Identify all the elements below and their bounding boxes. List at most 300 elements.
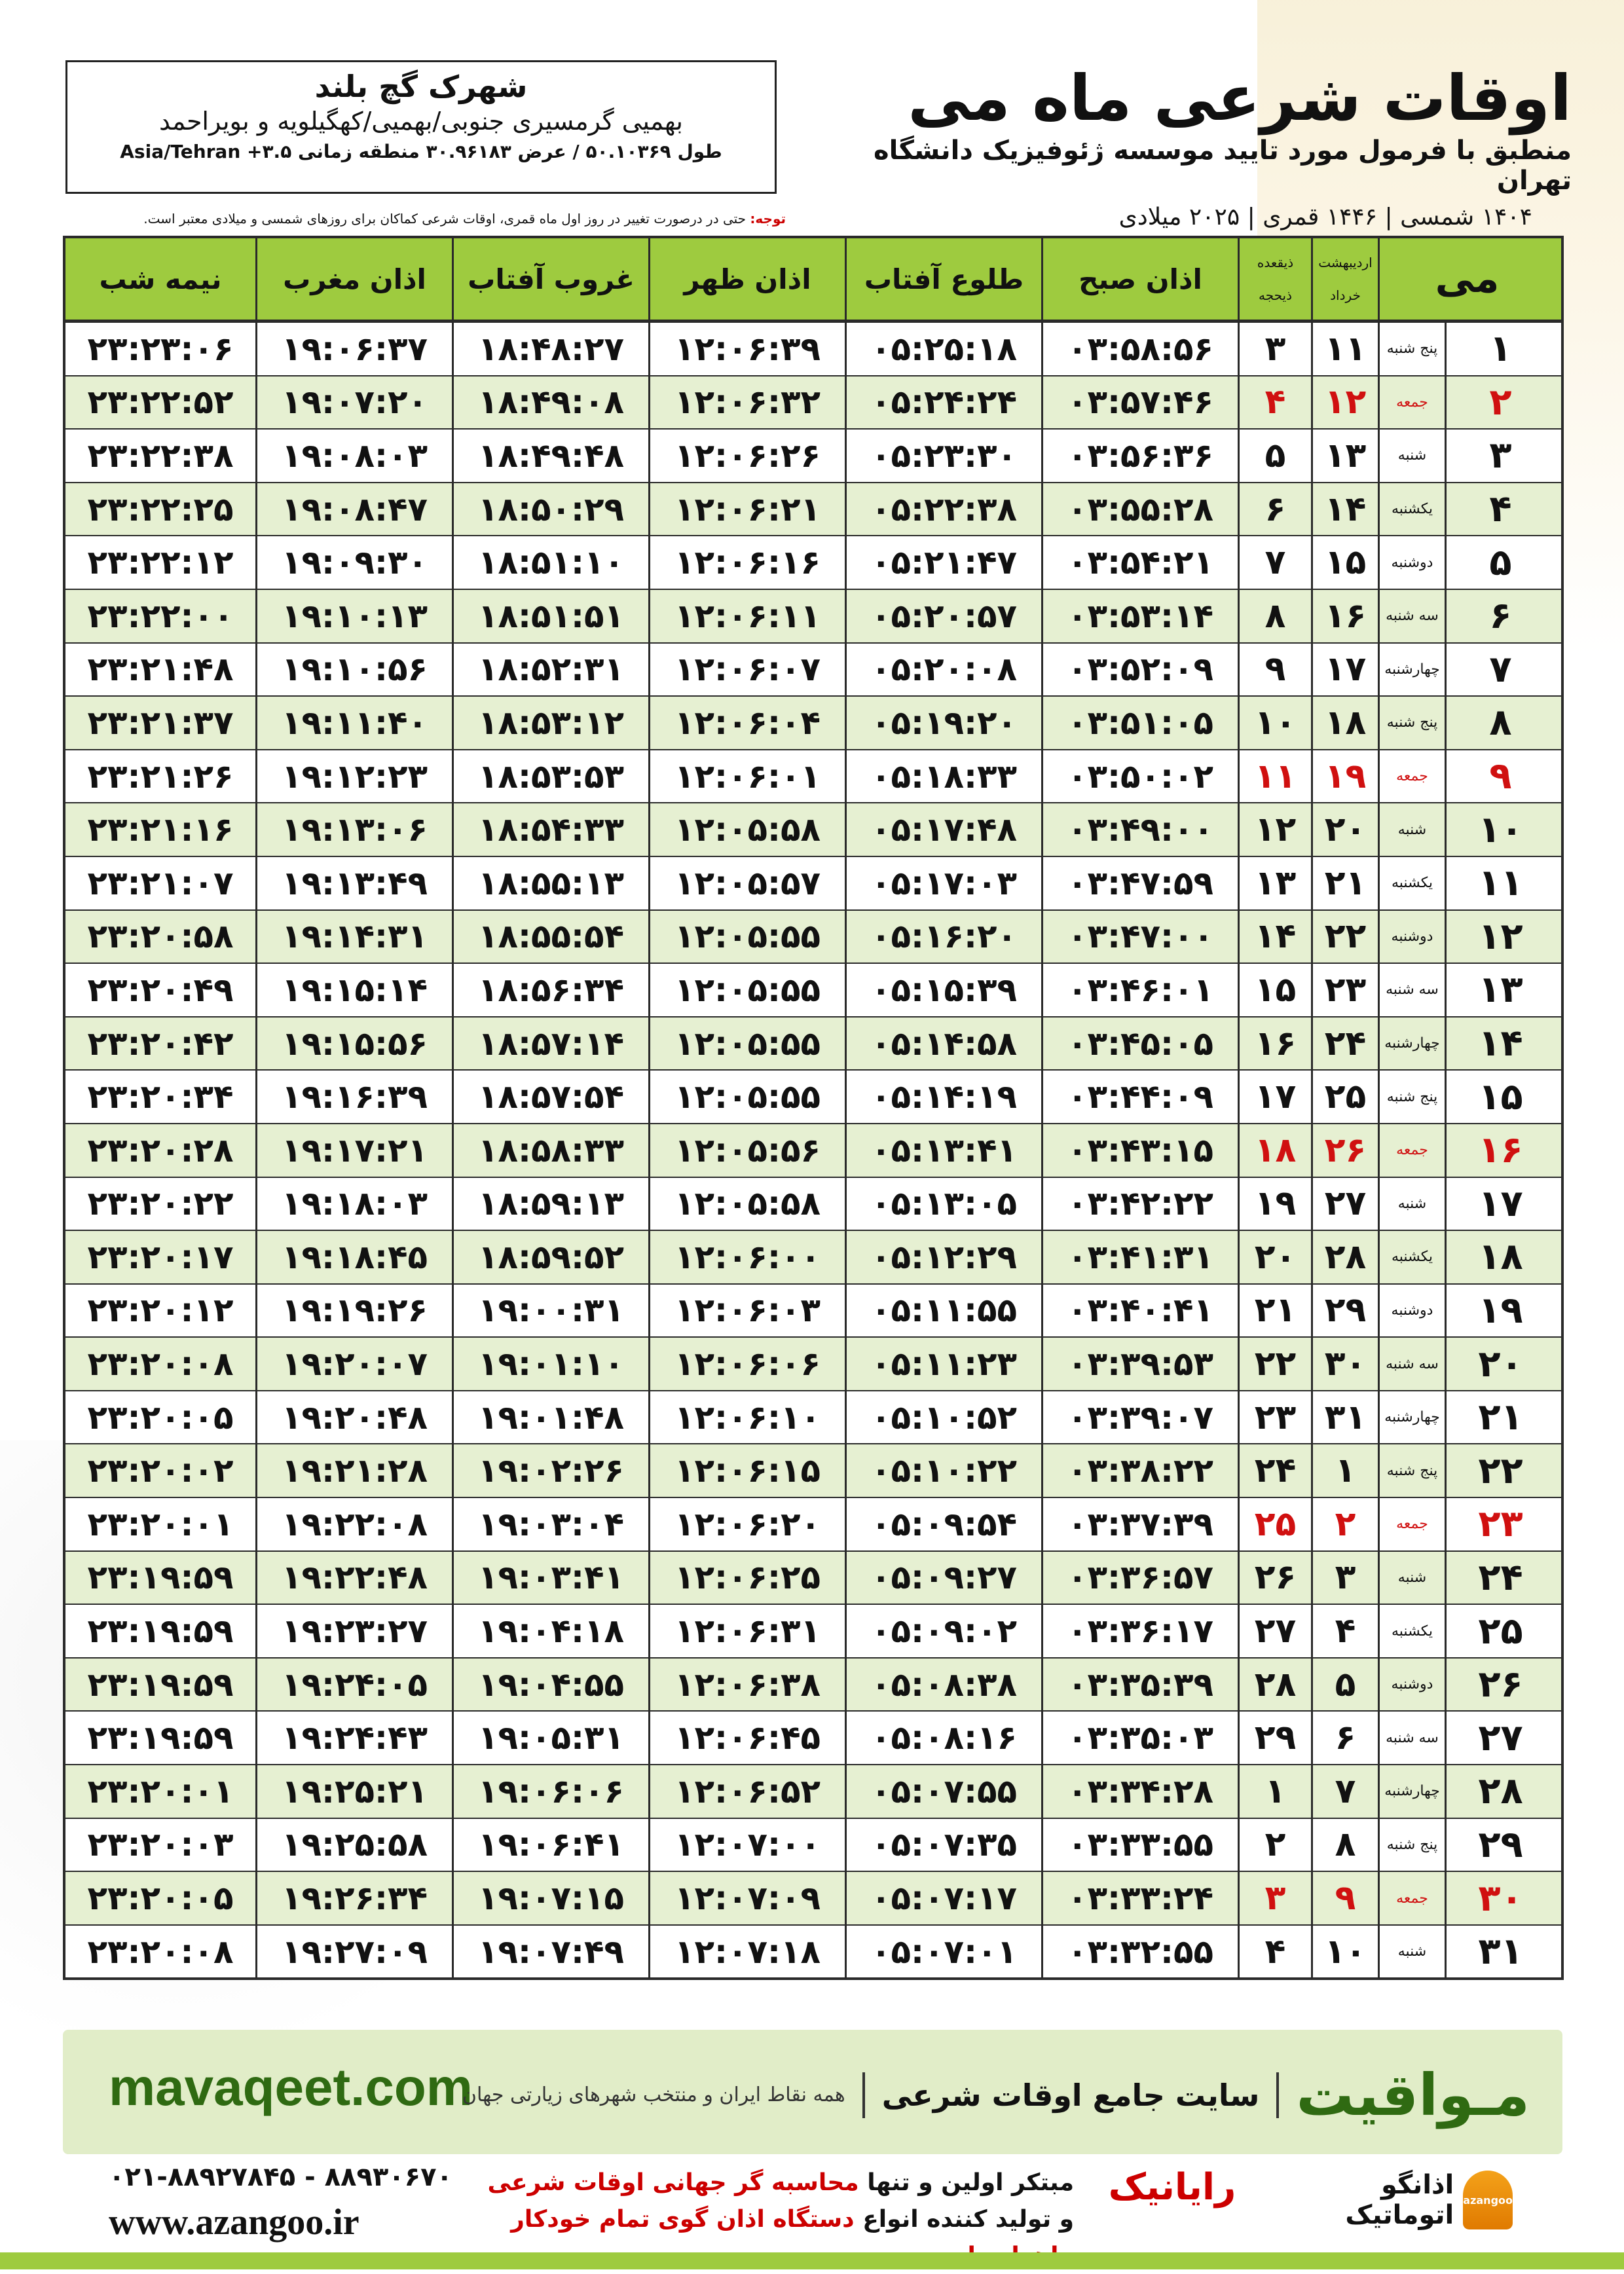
cell-hijri: ۲۴ <box>1238 1444 1311 1497</box>
cell-shamsi: ۶ <box>1311 1712 1378 1764</box>
cell-nimeshab: ۲۳:۲۲:۵۲ <box>87 383 234 422</box>
cell-ghorub: ۱۹:۰۰:۳۱ <box>452 1285 648 1337</box>
cell-hijri: ۲۳ <box>1238 1391 1311 1444</box>
cell-hijri: ۳ <box>1238 323 1311 375</box>
cell-weekday: پنج شنبه <box>1378 1071 1445 1123</box>
cell-maghreb: ۱۹:۱۳:۴۹ <box>255 857 452 909</box>
cell-maghreb: ۱۹:۲۲:۴۸ <box>255 1552 452 1604</box>
cell-shamsi: ۸ <box>1311 1819 1378 1871</box>
cell-shamsi: ۱۳ <box>1311 430 1378 482</box>
cell-nimeshab: ۲۳:۲۰:۰۵ <box>87 1879 234 1918</box>
table-row <box>65 1336 1561 1390</box>
cell-weekday: شنبه <box>1378 1178 1445 1230</box>
phone-numbers: ۰۲۱-۸۸۹۲۷۸۴۵ - ۸۸۹۳۰۶۷۰ <box>109 2162 452 2192</box>
cell-day: ۱۷ <box>1445 1178 1555 1230</box>
cell-day: ۱۰ <box>1445 803 1555 856</box>
cell-hijri: ۱۵ <box>1238 964 1311 1016</box>
cell-day: ۱۹ <box>1445 1285 1555 1337</box>
cell-shamsi: ۲۱ <box>1311 857 1378 909</box>
cell-weekday: دوشنبه <box>1378 536 1445 589</box>
cell-weekday: چهارشنبه <box>1378 1018 1445 1070</box>
table-row <box>65 1550 1561 1604</box>
year-line: ۱۴۰۴ شمسی | ۱۴۴۶ قمری | ۲۰۲۵ میلادی <box>1118 203 1532 230</box>
cell-nimeshab: ۲۳:۲۰:۳۴ <box>87 1078 234 1116</box>
cell-weekday: یکشنبه <box>1378 1605 1445 1657</box>
cell-weekday: چهارشنبه <box>1378 1391 1445 1444</box>
cell-weekday: شنبه <box>1378 1926 1445 1978</box>
cell-sobh: ۰۳:۴۲:۲۲ <box>1041 1178 1238 1230</box>
cell-day: ۲۴ <box>1445 1552 1555 1604</box>
cell-ghorub: ۱۸:۵۷:۵۴ <box>452 1071 648 1123</box>
cell-maghreb: ۱۹:۲۵:۵۸ <box>255 1819 452 1871</box>
cell-hijri: ۲ <box>1238 1819 1311 1871</box>
cell-nimeshab: ۲۳:۲۱:۱۶ <box>87 811 234 849</box>
cell-zohr: ۱۲:۰۶:۰۴ <box>648 697 845 749</box>
cell-zohr: ۱۲:۰۵:۵۶ <box>648 1124 845 1177</box>
cell-sobh: ۰۳:۳۷:۳۹ <box>1041 1498 1238 1550</box>
cell-maghreb: ۱۹:۲۶:۳۴ <box>255 1872 452 1924</box>
cell-hijri: ۱۸ <box>1238 1124 1311 1177</box>
cell-hijri: ۱۱ <box>1238 750 1311 803</box>
cell-sobh: ۰۳:۴۰:۴۱ <box>1041 1285 1238 1337</box>
cell-day: ۲۷ <box>1445 1712 1555 1764</box>
cell-day: ۲ <box>1445 376 1555 429</box>
cell-shamsi: ۹ <box>1311 1872 1378 1924</box>
banner-branding <box>462 2061 1530 2129</box>
cell-ghorub: ۱۸:۵۳:۵۳ <box>452 750 648 803</box>
table-body <box>65 321 1561 1977</box>
cell-zohr: ۱۲:۰۶:۲۵ <box>648 1552 845 1604</box>
cell-nimeshab: ۲۳:۲۲:۲۵ <box>87 490 234 528</box>
cell-maghreb: ۱۹:۱۸:۴۵ <box>255 1231 452 1283</box>
location-coords: طول ۵۰.۱۰۳۶۹ / عرض ۳۰.۹۶۱۸۳ منطقه زمانی Asia/Tehran +۳.۵ <box>120 141 722 162</box>
cell-weekday: پنج شنبه <box>1378 323 1445 375</box>
cell-shamsi: ۱۹ <box>1311 750 1378 803</box>
cell-shamsi: ۱۱ <box>1311 323 1378 375</box>
cell-zohr: ۱۲:۰۶:۰۷ <box>648 644 845 696</box>
cell-maghreb: ۱۹:۲۰:۴۸ <box>255 1391 452 1444</box>
cell-hijri: ۲۷ <box>1238 1605 1311 1657</box>
cell-day: ۲۸ <box>1445 1765 1555 1818</box>
ad-line-2-highlight: دستگاه اذان گوی تمام خودکار <box>511 2205 855 2233</box>
location-box <box>65 60 777 194</box>
cell-shamsi: ۵ <box>1311 1659 1378 1711</box>
cell-sobh: ۰۳:۵۰:۰۲ <box>1041 750 1238 803</box>
cell-weekday: شنبه <box>1378 1552 1445 1604</box>
table-row <box>65 695 1561 749</box>
cell-zohr: ۱۲:۰۷:۱۸ <box>648 1926 845 1978</box>
cell-weekday: یکشنبه <box>1378 857 1445 909</box>
ad-line-1-highlight: محاسبه گر جهانی اوقات شرعی <box>487 2169 859 2196</box>
notice <box>59 211 786 227</box>
table-row <box>65 1443 1561 1497</box>
location-region: بهمیی گرمسیری جنوبی/بهمیی/کهگیلویه و بویراحمد <box>159 107 683 136</box>
cell-ghorub: ۱۸:۵۴:۳۳ <box>452 803 648 856</box>
page-subtitle: منطبق با فرمول مورد تایید موسسه ژئوفیزیک دانشگاه تهران <box>874 135 1572 196</box>
cell-day: ۹ <box>1445 750 1555 803</box>
cell-day: ۱۶ <box>1445 1124 1555 1177</box>
cell-sobh: ۰۳:۴۵:۰۵ <box>1041 1018 1238 1070</box>
cell-sobh: ۰۳:۳۴:۲۸ <box>1041 1765 1238 1818</box>
cell-nimeshab: ۲۳:۲۰:۲۸ <box>87 1131 234 1169</box>
cell-maghreb: ۱۹:۱۴:۳۱ <box>255 911 452 963</box>
cell-shamsi: ۲ <box>1311 1498 1378 1550</box>
cell-maghreb: ۱۹:۲۷:۰۹ <box>255 1926 452 1978</box>
cell-shamsi: ۲۸ <box>1311 1231 1378 1283</box>
cell-weekday: جمعه <box>1378 376 1445 429</box>
cell-hijri: ۸ <box>1238 590 1311 642</box>
table-row <box>65 856 1561 909</box>
cell-day: ۱۲ <box>1445 911 1555 963</box>
table-row <box>65 589 1561 642</box>
cell-maghreb: ۱۹:۲۳:۲۷ <box>255 1605 452 1657</box>
cell-zohr: ۱۲:۰۵:۵۸ <box>648 803 845 856</box>
cell-nimeshab: ۲۳:۲۰:۱۲ <box>87 1291 234 1330</box>
cell-day: ۲۱ <box>1445 1391 1555 1444</box>
cell-maghreb: ۱۹:۰۶:۳۷ <box>255 323 452 375</box>
cell-zohr: ۱۲:۰۶:۴۵ <box>648 1712 845 1764</box>
cell-maghreb: ۱۹:۱۰:۵۶ <box>255 644 452 696</box>
header-hijri-bottom: ذیحجه <box>1258 287 1292 303</box>
cell-weekday: پنج شنبه <box>1378 697 1445 749</box>
cell-nimeshab: ۲۳:۲۰:۰۵ <box>87 1398 234 1437</box>
cell-maghreb: ۱۹:۲۲:۰۸ <box>255 1498 452 1550</box>
divider <box>1276 2072 1279 2118</box>
cell-ghorub: ۱۸:۴۸:۲۷ <box>452 323 648 375</box>
cell-maghreb: ۱۹:۱۱:۴۰ <box>255 697 452 749</box>
cell-ghorub: ۱۹:۰۷:۱۵ <box>452 1872 648 1924</box>
cell-nimeshab: ۲۳:۲۰:۵۸ <box>87 917 234 956</box>
cell-ghorub: ۱۸:۵۲:۳۱ <box>452 644 648 696</box>
cell-day: ۶ <box>1445 590 1555 642</box>
cell-sobh: ۰۳:۴۷:۰۰ <box>1041 911 1238 963</box>
cell-tolu: ۰۵:۲۰:۵۷ <box>845 590 1041 642</box>
cell-shamsi: ۷ <box>1311 1765 1378 1818</box>
cell-sobh: ۰۳:۵۷:۴۶ <box>1041 376 1238 429</box>
ad-line-2-text: و تولید کننده انواع <box>862 2205 1074 2233</box>
cell-sobh: ۰۳:۴۱:۳۱ <box>1041 1231 1238 1283</box>
cell-tolu: ۰۵:۰۹:۰۲ <box>845 1605 1041 1657</box>
cell-ghorub: ۱۸:۵۳:۱۲ <box>452 697 648 749</box>
cell-maghreb: ۱۹:۱۰:۱۳ <box>255 590 452 642</box>
cell-tolu: ۰۵:۰۹:۵۴ <box>845 1498 1041 1550</box>
cell-day: ۸ <box>1445 697 1555 749</box>
cell-weekday: سه شنبه <box>1378 590 1445 642</box>
cell-tolu: ۰۵:۱۶:۲۰ <box>845 911 1041 963</box>
divider <box>862 2072 865 2118</box>
cell-day: ۱ <box>1445 323 1555 375</box>
cell-maghreb: ۱۹:۲۵:۲۱ <box>255 1765 452 1818</box>
cell-shamsi: ۴ <box>1311 1605 1378 1657</box>
cell-hijri: ۳ <box>1238 1872 1311 1924</box>
cell-sobh: ۰۳:۳۵:۰۳ <box>1041 1712 1238 1764</box>
header-maghreb: اذان مغرب <box>255 238 452 320</box>
cell-sobh: ۰۳:۵۵:۲۸ <box>1041 483 1238 536</box>
azangoo-mark-icon <box>1463 2171 1513 2229</box>
cell-tolu: ۰۵:۲۱:۴۷ <box>845 536 1041 589</box>
cell-sobh: ۰۳:۵۳:۱۴ <box>1041 590 1238 642</box>
cell-zohr: ۱۲:۰۶:۵۲ <box>648 1765 845 1818</box>
cell-sobh: ۰۳:۵۶:۳۶ <box>1041 430 1238 482</box>
cell-hijri: ۹ <box>1238 644 1311 696</box>
cell-zohr: ۱۲:۰۶:۱۰ <box>648 1391 845 1444</box>
cell-shamsi: ۱۷ <box>1311 644 1378 696</box>
cell-hijri: ۴ <box>1238 376 1311 429</box>
cell-sobh: ۰۳:۴۶:۰۱ <box>1041 964 1238 1016</box>
cell-weekday: جمعه <box>1378 1124 1445 1177</box>
cell-ghorub: ۱۹:۰۴:۵۵ <box>452 1659 648 1711</box>
cell-ghorub: ۱۹:۰۳:۰۴ <box>452 1498 648 1550</box>
cell-ghorub: ۱۸:۵۹:۱۳ <box>452 1178 648 1230</box>
azangoo-website[interactable]: www.azangoo.ir <box>109 2202 360 2243</box>
cell-hijri: ۴ <box>1238 1926 1311 1978</box>
table-header <box>65 238 1561 321</box>
cell-day: ۱۸ <box>1445 1231 1555 1283</box>
cell-maghreb: ۱۹:۰۸:۴۷ <box>255 483 452 536</box>
cell-shamsi: ۲۵ <box>1311 1071 1378 1123</box>
slogan-main: سایت جامع اوقات شرعی <box>881 2077 1260 2113</box>
cell-sobh: ۰۳:۳۳:۵۵ <box>1041 1819 1238 1871</box>
cell-nimeshab: ۲۳:۲۰:۰۸ <box>87 1345 234 1384</box>
cell-maghreb: ۱۹:۲۴:۰۵ <box>255 1659 452 1711</box>
cell-maghreb: ۱۹:۰۷:۲۰ <box>255 376 452 429</box>
cell-tolu: ۰۵:۲۴:۲۴ <box>845 376 1041 429</box>
cell-zohr: ۱۲:۰۶:۳۲ <box>648 376 845 429</box>
cell-day: ۴ <box>1445 483 1555 536</box>
cell-sobh: ۰۳:۵۸:۵۶ <box>1041 323 1238 375</box>
table-row <box>65 1604 1561 1657</box>
cell-weekday: شنبه <box>1378 430 1445 482</box>
table-row <box>65 1230 1561 1283</box>
cell-ghorub: ۱۸:۵۰:۲۹ <box>452 483 648 536</box>
cell-nimeshab: ۲۳:۲۳:۰۶ <box>87 329 234 368</box>
notice-label: توجه: <box>750 211 786 227</box>
cell-day: ۲۳ <box>1445 1498 1555 1550</box>
cell-tolu: ۰۵:۱۴:۱۹ <box>845 1071 1041 1123</box>
cell-maghreb: ۱۹:۱۳:۰۶ <box>255 803 452 856</box>
cell-shamsi: ۱۶ <box>1311 590 1378 642</box>
cell-shamsi: ۳ <box>1311 1552 1378 1604</box>
ad-line-1-text: مبتکر اولین و تنها <box>867 2169 1074 2196</box>
cell-shamsi: ۲۲ <box>1311 911 1378 963</box>
table-row <box>65 535 1561 589</box>
cell-weekday: چهارشنبه <box>1378 1765 1445 1818</box>
cell-tolu: ۰۵:۲۵:۱۸ <box>845 323 1041 375</box>
header-shamsi-top: اردیبهشت <box>1318 255 1373 270</box>
cell-nimeshab: ۲۳:۱۹:۵۹ <box>87 1719 234 1757</box>
cell-sobh: ۰۳:۳۵:۳۹ <box>1041 1659 1238 1711</box>
azangoo-logo <box>1277 2161 1513 2239</box>
cell-weekday: سه شنبه <box>1378 964 1445 1016</box>
cell-hijri: ۷ <box>1238 536 1311 589</box>
cell-tolu: ۰۵:۲۳:۳۰ <box>845 430 1041 482</box>
header-shamsi <box>1311 238 1378 320</box>
header-hijri <box>1238 238 1311 320</box>
header-hijri-top: ذیقعده <box>1257 255 1294 270</box>
table-row <box>65 428 1561 482</box>
cell-hijri: ۲۸ <box>1238 1659 1311 1711</box>
cell-nimeshab: ۲۳:۲۰:۰۲ <box>87 1452 234 1490</box>
cell-hijri: ۲۶ <box>1238 1552 1311 1604</box>
table-row <box>65 1818 1561 1871</box>
cell-tolu: ۰۵:۱۰:۵۲ <box>845 1391 1041 1444</box>
cell-tolu: ۰۵:۱۴:۵۸ <box>845 1018 1041 1070</box>
cell-hijri: ۱ <box>1238 1765 1311 1818</box>
cell-tolu: ۰۵:۰۹:۲۷ <box>845 1552 1041 1604</box>
cell-weekday: یکشنبه <box>1378 483 1445 536</box>
cell-hijri: ۱۲ <box>1238 803 1311 856</box>
cell-ghorub: ۱۸:۵۱:۵۱ <box>452 590 648 642</box>
cell-sobh: ۰۳:۳۶:۵۷ <box>1041 1552 1238 1604</box>
cell-nimeshab: ۲۳:۲۰:۲۲ <box>87 1184 234 1223</box>
cell-zohr: ۱۲:۰۶:۱۱ <box>648 590 845 642</box>
cell-tolu: ۰۵:۲۰:۰۸ <box>845 644 1041 696</box>
cell-tolu: ۰۵:۱۰:۲۲ <box>845 1444 1041 1497</box>
cell-maghreb: ۱۹:۰۹:۳۰ <box>255 536 452 589</box>
cell-shamsi: ۱۵ <box>1311 536 1378 589</box>
cell-sobh: ۰۳:۴۴:۰۹ <box>1041 1071 1238 1123</box>
cell-day: ۱۳ <box>1445 964 1555 1016</box>
cell-weekday: جمعه <box>1378 750 1445 803</box>
table-row <box>65 909 1561 963</box>
cell-shamsi: ۱ <box>1311 1444 1378 1497</box>
cell-zohr: ۱۲:۰۶:۲۶ <box>648 430 845 482</box>
cell-ghorub: ۱۸:۵۸:۳۳ <box>452 1124 648 1177</box>
table-row <box>65 1390 1561 1444</box>
cell-shamsi: ۱۰ <box>1311 1926 1378 1978</box>
cell-ghorub: ۱۹:۰۶:۴۱ <box>452 1819 648 1871</box>
cell-sobh: ۰۳:۴۳:۱۵ <box>1041 1124 1238 1177</box>
cell-ghorub: ۱۹:۰۳:۴۱ <box>452 1552 648 1604</box>
cell-tolu: ۰۵:۱۳:۰۵ <box>845 1178 1041 1230</box>
cell-shamsi: ۳۱ <box>1311 1391 1378 1444</box>
cell-zohr: ۱۲:۰۵:۵۵ <box>648 964 845 1016</box>
slogan-secondary: همه نقاط ایران و منتخب شهرهای زیارتی جهان <box>462 2083 845 2106</box>
table-row <box>65 1924 1561 1978</box>
azangoo-mark-text: azangoo <box>1463 2193 1513 2207</box>
cell-day: ۵ <box>1445 536 1555 589</box>
cell-weekday: سه شنبه <box>1378 1712 1445 1764</box>
cell-nimeshab: ۲۳:۲۰:۰۱ <box>87 1505 234 1543</box>
cell-maghreb: ۱۹:۱۵:۵۶ <box>255 1018 452 1070</box>
cell-shamsi: ۲۶ <box>1311 1124 1378 1177</box>
table-row <box>65 1069 1561 1123</box>
cell-ghorub: ۱۹:۰۷:۴۹ <box>452 1926 648 1978</box>
cell-hijri: ۲۹ <box>1238 1712 1311 1764</box>
cell-day: ۱۴ <box>1445 1018 1555 1070</box>
title-area <box>812 62 1572 230</box>
cell-ghorub: ۱۹:۰۴:۱۸ <box>452 1605 648 1657</box>
cell-nimeshab: ۲۳:۲۰:۰۱ <box>87 1772 234 1810</box>
cell-nimeshab: ۲۳:۲۱:۴۸ <box>87 650 234 689</box>
header-nimeshab: نیمه شب <box>99 263 222 295</box>
cell-zohr: ۱۲:۰۶:۰۶ <box>648 1338 845 1390</box>
cell-hijri: ۱۰ <box>1238 697 1311 749</box>
cell-sobh: ۰۳:۵۱:۰۵ <box>1041 697 1238 749</box>
cell-shamsi: ۳۰ <box>1311 1338 1378 1390</box>
cell-sobh: ۰۳:۳۹:۵۳ <box>1041 1338 1238 1390</box>
cell-nimeshab: ۲۳:۲۰:۰۸ <box>87 1932 234 1971</box>
cell-tolu: ۰۵:۱۲:۲۹ <box>845 1231 1041 1283</box>
cell-maghreb: ۱۹:۲۱:۲۸ <box>255 1444 452 1497</box>
cell-tolu: ۰۵:۱۱:۵۵ <box>845 1285 1041 1337</box>
cell-zohr: ۱۲:۰۵:۵۷ <box>648 857 845 909</box>
site-url[interactable]: mavaqeet.com <box>109 2058 473 2116</box>
cell-shamsi: ۲۴ <box>1311 1018 1378 1070</box>
cell-hijri: ۲۰ <box>1238 1231 1311 1283</box>
table-row <box>65 1764 1561 1818</box>
table-row <box>65 1283 1561 1337</box>
cell-shamsi: ۱۸ <box>1311 697 1378 749</box>
cell-shamsi: ۲۹ <box>1311 1285 1378 1337</box>
cell-weekday: جمعه <box>1378 1498 1445 1550</box>
cell-shamsi: ۱۴ <box>1311 483 1378 536</box>
cell-weekday: چهارشنبه <box>1378 644 1445 696</box>
table-row <box>65 1123 1561 1177</box>
table-row <box>65 963 1561 1016</box>
cell-hijri: ۱۷ <box>1238 1071 1311 1123</box>
table-row <box>65 749 1561 803</box>
cell-weekday: یکشنبه <box>1378 1231 1445 1283</box>
cell-tolu: ۰۵:۱۱:۲۳ <box>845 1338 1041 1390</box>
cell-zohr: ۱۲:۰۶:۳۱ <box>648 1605 845 1657</box>
cell-day: ۲۹ <box>1445 1819 1555 1871</box>
page-title: اوقات شرعی ماه می <box>908 62 1572 135</box>
cell-nimeshab: ۲۳:۱۹:۵۹ <box>87 1612 234 1651</box>
cell-tolu: ۰۵:۰۷:۱۷ <box>845 1872 1041 1924</box>
cell-maghreb: ۱۹:۲۴:۴۳ <box>255 1712 452 1764</box>
cell-day: ۲۲ <box>1445 1444 1555 1497</box>
cell-day: ۳ <box>1445 430 1555 482</box>
cell-day: ۷ <box>1445 644 1555 696</box>
table-row <box>65 1710 1561 1764</box>
cell-ghorub: ۱۹:۰۲:۲۶ <box>452 1444 648 1497</box>
cell-tolu: ۰۵:۲۲:۳۸ <box>845 483 1041 536</box>
cell-day: ۲۶ <box>1445 1659 1555 1711</box>
cell-tolu: ۰۵:۱۹:۲۰ <box>845 697 1041 749</box>
cell-zohr: ۱۲:۰۶:۲۰ <box>648 1498 845 1550</box>
table-row <box>65 321 1561 375</box>
cell-ghorub: ۱۸:۵۵:۱۳ <box>452 857 648 909</box>
cell-tolu: ۰۵:۱۵:۳۹ <box>845 964 1041 1016</box>
bottom-bar <box>0 2252 1624 2269</box>
cell-maghreb: ۱۹:۱۲:۲۳ <box>255 750 452 803</box>
cell-day: ۲۰ <box>1445 1338 1555 1390</box>
cell-sobh: ۰۳:۳۳:۲۴ <box>1041 1872 1238 1924</box>
header-zohr: اذان ظهر <box>648 238 845 320</box>
cell-sobh: ۰۳:۵۴:۲۱ <box>1041 536 1238 589</box>
cell-zohr: ۱۲:۰۵:۵۵ <box>648 1071 845 1123</box>
cell-hijri: ۲۲ <box>1238 1338 1311 1390</box>
brand-name: مـواقیت <box>1296 2061 1530 2129</box>
cell-shamsi: ۲۰ <box>1311 803 1378 856</box>
cell-maghreb: ۱۹:۱۶:۳۹ <box>255 1071 452 1123</box>
cell-day: ۱۱ <box>1445 857 1555 909</box>
cell-tolu: ۰۵:۱۷:۰۳ <box>845 857 1041 909</box>
cell-nimeshab: ۲۳:۲۱:۲۶ <box>87 757 234 796</box>
cell-nimeshab: ۲۳:۲۰:۰۳ <box>87 1825 234 1864</box>
cell-hijri: ۱۹ <box>1238 1178 1311 1230</box>
table-row <box>65 1016 1561 1070</box>
table-row <box>65 1871 1561 1924</box>
cell-maghreb: ۱۹:۰۸:۰۳ <box>255 430 452 482</box>
cell-hijri: ۶ <box>1238 483 1311 536</box>
cell-sobh: ۰۳:۵۲:۰۹ <box>1041 644 1238 696</box>
cell-maghreb: ۱۹:۱۵:۱۴ <box>255 964 452 1016</box>
footer-banner <box>63 2030 1562 2154</box>
cell-shamsi: ۲۳ <box>1311 964 1378 1016</box>
cell-ghorub: ۱۸:۵۱:۱۰ <box>452 536 648 589</box>
